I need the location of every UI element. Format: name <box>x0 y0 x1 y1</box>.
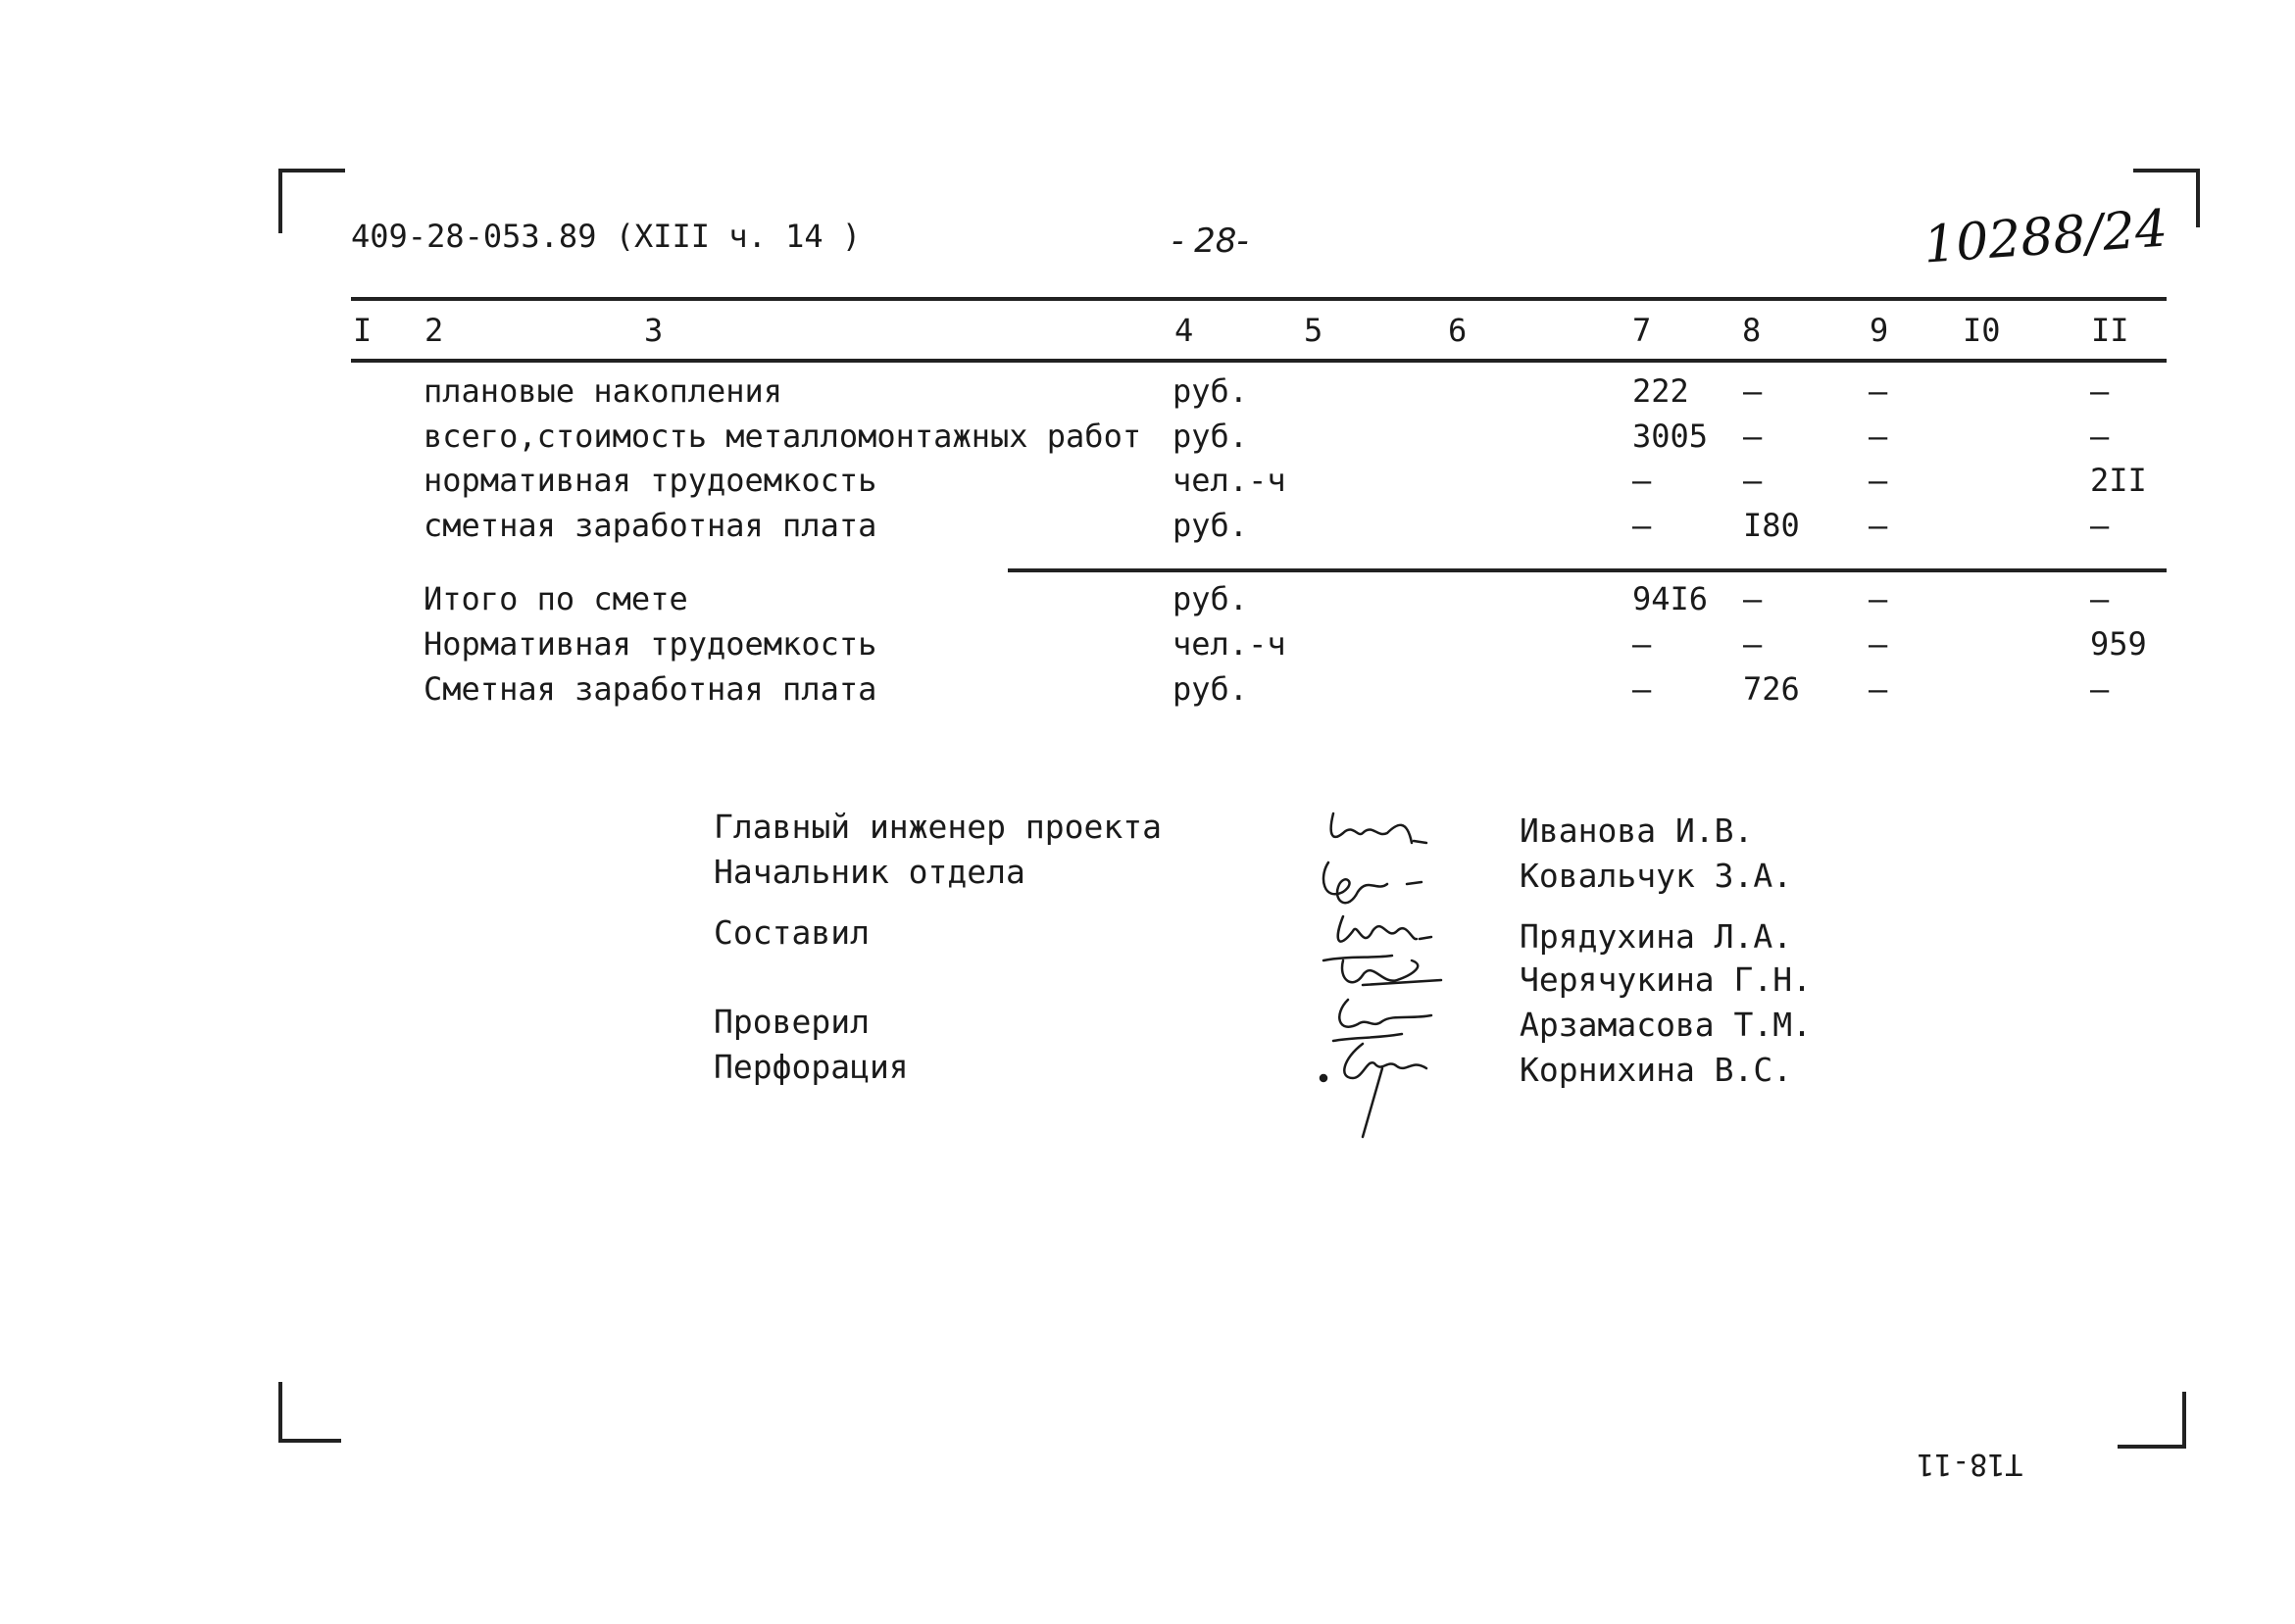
row-unit: руб. <box>1172 670 1249 708</box>
column-number: 5 <box>1304 312 1323 349</box>
cell-col7: – <box>1632 625 1652 663</box>
cell-col7: 222 <box>1632 372 1689 410</box>
cell-col8: I80 <box>1743 507 1800 544</box>
row-label: Нормативная трудоемкость <box>424 625 877 663</box>
handwritten-number: 10288/24 <box>1921 199 2170 275</box>
column-number: 8 <box>1742 312 1762 349</box>
cell-col7: – <box>1632 670 1652 708</box>
signature-role: Главный инженер проекта <box>714 808 1162 846</box>
footer-code: T18-11 <box>1917 1447 2023 1481</box>
corner-mark-bottom-left <box>278 1382 341 1443</box>
column-number: 3 <box>644 312 664 349</box>
page-number: - 28- <box>1172 221 1249 261</box>
signature-role: Проверил <box>714 1003 870 1041</box>
signature-name: Иванова И.В. <box>1520 812 1754 850</box>
cell-col9: – <box>1869 418 1888 455</box>
cell-col8: 726 <box>1743 670 1800 708</box>
corner-mark-top-left <box>278 169 345 233</box>
cell-col7: – <box>1632 462 1652 499</box>
row-label: всего,стоимость металломонтажных работ <box>424 418 1142 455</box>
cell-col7: 3005 <box>1632 418 1709 455</box>
row-label: плановые накопления <box>424 372 783 410</box>
signature-name: Ковальчук З.А. <box>1520 857 1793 895</box>
cell-col8: – <box>1743 462 1763 499</box>
cell-col11: – <box>2090 507 2110 544</box>
column-number: I <box>353 312 373 349</box>
row-unit: чел.-ч <box>1172 625 1286 663</box>
row-label: Сметная заработная плата <box>424 670 877 708</box>
cell-col11: – <box>2090 418 2110 455</box>
table-header-rule <box>351 359 2167 363</box>
cell-col9: – <box>1869 670 1888 708</box>
row-unit: руб. <box>1172 580 1249 617</box>
row-unit: руб. <box>1172 507 1249 544</box>
cell-col11: – <box>2090 670 2110 708</box>
column-number: 7 <box>1632 312 1652 349</box>
cell-col8: – <box>1743 418 1763 455</box>
signature-role: Перфорация <box>714 1048 909 1086</box>
cell-col9: – <box>1869 580 1888 617</box>
row-unit: руб. <box>1172 418 1249 455</box>
handwritten-signatures <box>1304 794 1500 1147</box>
row-unit: чел.-ч <box>1172 462 1286 499</box>
cell-col11: 959 <box>2090 625 2147 663</box>
row-label: нормативная трудоемкость <box>424 462 877 499</box>
row-unit: руб. <box>1172 372 1249 410</box>
cell-col9: – <box>1869 625 1888 663</box>
signature-role: Составил <box>714 913 870 952</box>
cell-col11: 2II <box>2090 462 2147 499</box>
signature-role: Начальник отдела <box>714 853 1025 891</box>
cell-col9: – <box>1869 372 1888 410</box>
totals-rule <box>1008 568 2167 572</box>
table-top-rule <box>351 297 2167 301</box>
cell-col11: – <box>2090 372 2110 410</box>
cell-col8: – <box>1743 625 1763 663</box>
cell-col8: – <box>1743 580 1763 617</box>
signature-name: Корнихина В.С. <box>1520 1051 1793 1089</box>
cell-col8: – <box>1743 372 1763 410</box>
signature-name: Прядухина Л.А. <box>1520 917 1793 956</box>
cell-col9: – <box>1869 462 1888 499</box>
column-number: I0 <box>1963 312 2001 349</box>
column-number: 9 <box>1870 312 1889 349</box>
cell-col7: – <box>1632 507 1652 544</box>
cell-col9: – <box>1869 507 1888 544</box>
corner-mark-bottom-right <box>2118 1392 2186 1449</box>
row-label: сметная заработная плата <box>424 507 877 544</box>
row-label: Итого по смете <box>424 580 688 617</box>
column-number: 4 <box>1174 312 1194 349</box>
column-number: II <box>2091 312 2129 349</box>
column-number: 2 <box>424 312 444 349</box>
cell-col11: – <box>2090 580 2110 617</box>
document-code: 409-28-053.89 (XIII ч. 14 ) <box>351 218 862 255</box>
cell-col7: 94I6 <box>1632 580 1709 617</box>
signature-name: Арзамасова Т.М. <box>1520 1006 1813 1044</box>
signature-name: Черячукина Г.Н. <box>1520 960 1813 999</box>
column-number: 6 <box>1448 312 1468 349</box>
